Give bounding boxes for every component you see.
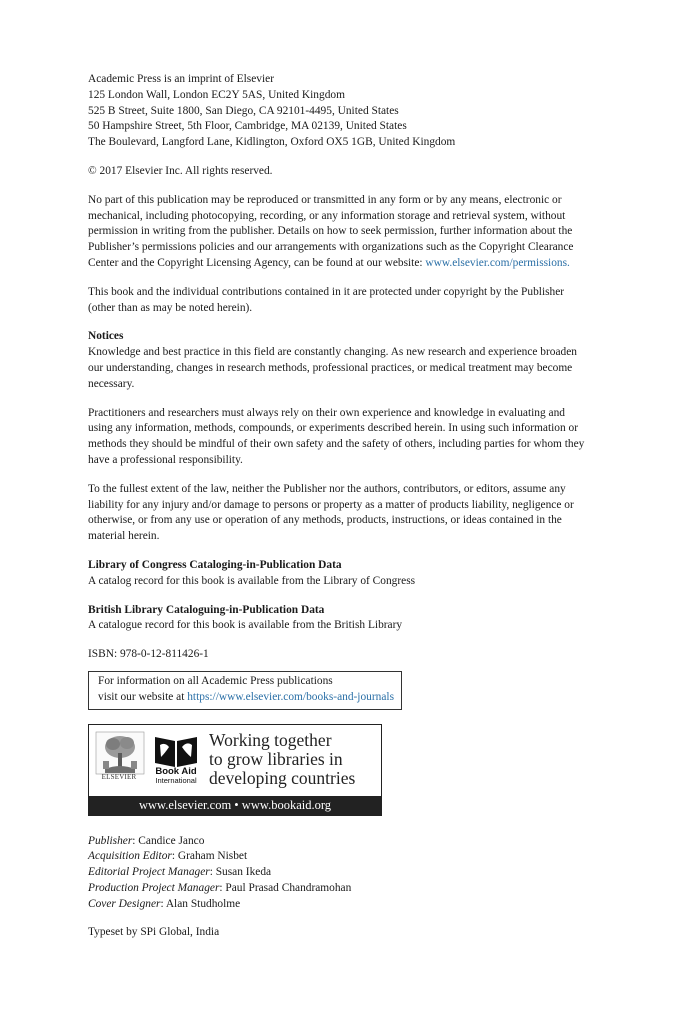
copyright-line: © 2017 Elsevier Inc. All rights reserved. [88, 164, 273, 177]
credit-name: : Paul Prasad Chandramohan [219, 881, 352, 894]
banner-footer: www.elsevier.com • www.bookaid.org [89, 796, 381, 815]
credit-line [88, 849, 588, 865]
book-aid-subtitle: International [155, 775, 197, 785]
credit-role: Cover Designer [88, 897, 161, 910]
address-line: 525 B Street, Suite 1800, San Diego, CA 92101-4495, United States [88, 104, 399, 117]
copyright-page [88, 72, 588, 941]
address-block [88, 72, 588, 151]
loc-text: A catalog record for this book is available from the Library of Congress [88, 574, 416, 587]
book-aid-name: Book Aid [155, 765, 197, 777]
permissions-link[interactable]: www.elsevier.com/permissions. [425, 256, 570, 269]
info-box-line: For information on all Academic Press publications [98, 674, 333, 687]
credit-line [88, 897, 588, 913]
bl-text: A catalogue record for this book is available from the British Library [88, 619, 403, 632]
slogan-line: to grow libraries in [209, 748, 343, 769]
notices-paragraph: Practitioners and researchers must always rely on their own experience and knowledge in evaluating and using any information, methods, compounds, or experiments described herein. In using such information or methods they should be mindful of their own safety and the safety of others, including parties for whom they have a professional responsibility. [88, 406, 585, 466]
info-box-line [98, 690, 394, 706]
credit-line [88, 881, 588, 897]
credit-line [88, 865, 588, 881]
typeset-line: Typeset by SPi Global, India [88, 926, 220, 939]
credit-role: Production Project Manager [88, 881, 220, 894]
info-box-prefix: visit our website at [98, 690, 188, 703]
notices-heading: Notices [88, 330, 124, 343]
credit-role: Publisher [88, 834, 133, 847]
address-line: 125 London Wall, London EC2Y 5AS, United Kingdom [88, 88, 345, 101]
address-line: The Boulevard, Langford Lane, Kidlington, Oxford OX5 1GB, United Kingdom [88, 136, 456, 149]
credit-name: : Candice Janco [132, 834, 205, 847]
credit-role: Acquisition Editor [88, 850, 172, 863]
banner-slogan [209, 731, 377, 788]
address-line: Academic Press is an imprint of Elsevier [88, 73, 274, 85]
credit-name: : Graham Nisbet [171, 850, 248, 863]
notices-paragraph: To the fullest extent of the law, neither the Publisher nor the authors, contributors, or editors, assume any liability for any injury and/or damage to persons or property as a matter of products liability, negligence or otherwise, or from any use or operation of any methods, products, instructions, or ideas contained in the material herein. [88, 482, 574, 543]
info-box [88, 671, 402, 710]
credit-line [88, 834, 588, 850]
credit-role: Editorial Project Manager [88, 866, 210, 879]
book-aid-banner [88, 724, 382, 816]
isbn: ISBN: 978-0-12-811426-1 [88, 648, 209, 661]
credits-block [88, 834, 588, 913]
slogan-line: developing countries [209, 767, 356, 788]
loc-heading: Library of Congress Cataloging-in-Publication Data [88, 558, 342, 571]
address-line: 50 Hampshire Street, 5th Floor, Cambridge, MA 02139, United States [88, 120, 407, 133]
credit-name: : Susan Ikeda [209, 866, 272, 879]
banner-top [89, 725, 381, 797]
protection-note: This book and the individual contributions contained in it are protected under copyright by the Publisher (other than as may be noted herein). [88, 285, 565, 314]
slogan-line: Working together [209, 729, 332, 750]
elsevier-label: ELSEVIER [101, 772, 137, 781]
credit-name: : Alan Studholme [160, 897, 241, 910]
permissions-text: No part of this publication may be reproduced or transmitted in any form or by any means, electronic or mechanical, including photocopying, recording, or any information storage and retrieval system, without permission in writing from the publisher. Details on how to seek permission, further information about the Publisher’s permissions policies and our arrangements with organizations such as the Copyright Clearance Center and the Copyright Licensing Agency, can be found at our website: [88, 193, 574, 269]
bl-heading: British Library Cataloguing-in-Publication Data [88, 603, 325, 616]
notices-paragraph: Knowledge and best practice in this field are constantly changing. As new research and experience broaden our understanding, changes in research methods, professional practices, or medical treatment may become necessary. [88, 346, 577, 390]
permissions-paragraph [88, 193, 588, 272]
books-journals-link[interactable]: https://www.elsevier.com/books-and-journals [187, 690, 395, 703]
